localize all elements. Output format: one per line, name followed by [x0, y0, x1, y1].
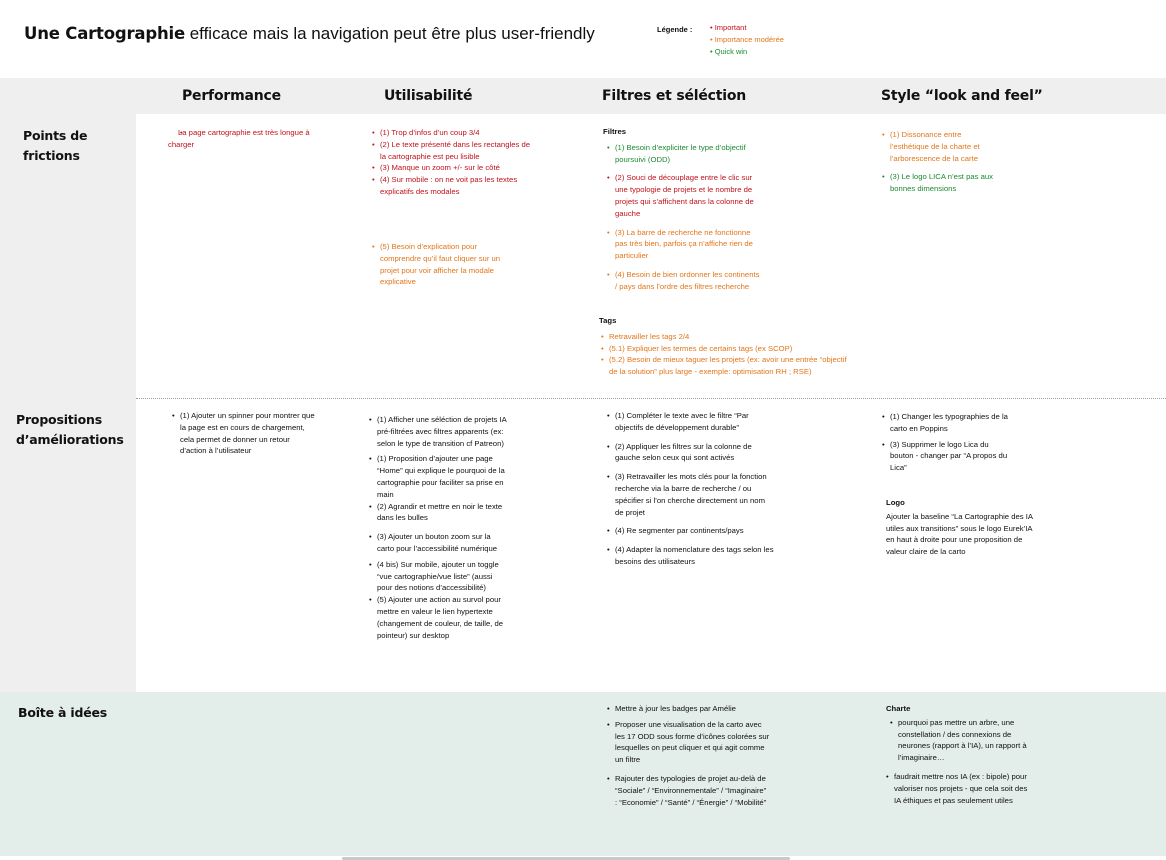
row-divider: [136, 398, 1166, 399]
list-item: • (1) Afficher une séléction de projets IA pré-filtrées avec filtres apparents (ex: selon le type de transition cf Patreon): [367, 414, 509, 449]
filtres-subheading: Filtres: [603, 127, 627, 136]
list-item: • (1) Changer les typographies de la carto en Poppins: [880, 411, 1010, 435]
list-item: • (3) Le logo LICA n’est pas aux bonnes dimensions: [880, 171, 1002, 195]
list-item: • (4 bis) Sur mobile, ajouter un toggle “vue cartographie/vue liste” (aussi pour des notions d’accessibilité): [367, 559, 509, 594]
list-item: • (1) Proposition d’ajouter une page “Home” qui explique le pourquoi de la cartographie pour faciliter sa prise en main: [367, 453, 509, 500]
idees-charte: [886, 703, 1036, 813]
page-title: [24, 24, 595, 44]
idees-filtres: [605, 703, 770, 815]
column-header-filtres: Filtres et séléction: [602, 88, 747, 104]
list-item: • (3) Retravailler les mots clés pour la fonction recherche via la barre de recherche / ou spécifier si l’on cherche directement un nom de projet: [605, 471, 775, 518]
list-item: • (4) Adapter la nomenclature des tags selon les besoins des utilisateurs: [605, 544, 775, 568]
list-item: • pourquoi pas mettre un arbre, une constellation / des connexions de neurones (rapport à l’IA), un rapport à l’imaginaire…: [888, 717, 1036, 764]
list-item: • (5) Ajouter une action au survol pour mettre en valeur le lien hypertexte (changement de couleur, de taille, de pointeur) sur desktop: [367, 594, 509, 641]
frictions-filtres: [603, 126, 763, 300]
logo-text: Ajouter la baseline “La Cartographie des IA utiles aux transitions” sous le logo Eurek’IA en haut à droite pour une proposition de valeur claire de la carto: [886, 511, 1033, 557]
list-item: • (2) Agrandir et mettre en noir le texte dans les bulles: [367, 501, 509, 525]
row-header-idees: Boîte à idées: [18, 705, 108, 720]
list-item: • (2) Le texte présenté dans les rectangles de la cartographie est peu lisible: [370, 139, 535, 163]
propositions-utilisabilite: [367, 414, 509, 641]
legend: [710, 22, 784, 58]
frictions-performance: [168, 127, 318, 158]
list-item: • (2) Appliquer les filtres sur la colonne de gauche selon ceux qui sont activés: [605, 441, 775, 465]
list-item: • (5.1) Expliquer les termes de certains tags (ex SCOP): [599, 343, 857, 355]
propositions-logo: [886, 497, 1034, 558]
list-item: • (2) Souci de découplage entre le clic sur une typologie de projets et le nombre de projets qui s’affichent dans la colonne de gauche: [605, 172, 763, 219]
charte-subheading: Charte: [886, 704, 911, 713]
propositions-performance: [170, 410, 318, 464]
list-item: • (3) La barre de recherche ne fonctionne pas très bien, parfois ça n’affiche rien de particulier: [605, 227, 763, 262]
list-item: • Retravailler les tags 2/4: [599, 331, 857, 343]
list-item: • (4) Re segmenter par continents/pays: [605, 525, 775, 537]
list-item: • (4) Sur mobile : on ne voit pas les textes explicatifs des modales: [370, 174, 535, 198]
page-title-bold: Une Cartographie: [24, 24, 185, 43]
list-item: • (1) Trop d’infos d’un coup 3/4: [370, 127, 535, 139]
list-item: • (1) Ajouter un spinner pour montrer que la page est en cours de chargement, cela permet de donner un retour d’action à l’utilisateur: [170, 410, 318, 457]
row-header-propositions: Propositions d’améliorations: [16, 412, 124, 447]
frictions-tags: [599, 315, 857, 378]
column-header-style: Style “look and feel”: [881, 88, 1043, 104]
list-item: • (3) Ajouter un bouton zoom sur la carto pour l’accessibilité numérique: [367, 531, 509, 555]
list-item: • (4) Besoin de bien ordonner les continents / pays dans l’ordre des filtres recherche: [605, 269, 763, 293]
list-item: • (3) Manque un zoom +/- sur le côté: [370, 162, 535, 174]
propositions-style: [880, 411, 1010, 474]
legend-item-quick-win: • Quick win: [710, 47, 748, 56]
list-item: • (3) Supprimer le logo Lica du bouton - changer par “A propos du Lica”: [880, 439, 1010, 474]
frictions-utilisabilite: [370, 127, 535, 198]
row-header-frictions: Points de frictions: [23, 128, 88, 163]
list-item: • La page cartographie est très longue à charger: [168, 127, 318, 151]
list-item: • (5.2) Besoin de mieux taguer les projets (ex: avoir une entrée “objectif de la solution” plus large - exemple: optimisation RH ; RSE): [599, 354, 857, 378]
list-item: • Mettre à jour les badges par Amélie: [605, 703, 770, 715]
frictions-utilisabilite-extra: [370, 241, 505, 288]
tags-subheading: Tags: [599, 316, 617, 325]
legend-label: Légende :: [657, 25, 693, 34]
list-item: • (5) Besoin d’explication pour comprendre qu’il faut cliquer sur un projet pour voir afficher la modale explicative: [370, 241, 505, 288]
column-header-performance: Performance: [182, 88, 281, 104]
frictions-style: [880, 129, 1002, 202]
legend-item-moderate: • Importance modérée: [710, 35, 784, 44]
list-item: • (1) Besoin d’expliciter le type d’objectif poursuivi (ODD): [605, 142, 763, 166]
propositions-filtres: [605, 410, 775, 575]
list-item: • Rajouter des typologies de projet au-delà de “Sociale” / “Environnementale” / “Imaginaire” : “Economie” / “Santé” / “Énergie” / “Mobilité”: [605, 773, 770, 808]
list-item: • (1) Compléter le texte avec le filtre “Par objectifs de développement durable”: [605, 410, 775, 434]
legend-item-important: • Important: [710, 23, 747, 32]
row-header-column: [0, 114, 136, 694]
column-header-utilisabilite: Utilisabilité: [384, 88, 473, 104]
list-item: • faudrait mettre nos IA (ex : bipole) pour valoriser nos projets - que cela soit des IA éthiques et pas seulement utiles: [884, 771, 1036, 806]
list-item: • Proposer une visualisation de la carto avec les 17 ODD sous forme d’icônes colorées sur lesquelles on peut cliquer et qui agit comme un filtre: [605, 719, 770, 766]
logo-subheading: Logo: [886, 498, 905, 507]
list-item: • (1) Dissonance entre l’esthétique de la charte et l’arborescence de la carte: [880, 129, 1002, 164]
page-title-rest: efficace mais la navigation peut être plus user-friendly: [184, 24, 595, 43]
